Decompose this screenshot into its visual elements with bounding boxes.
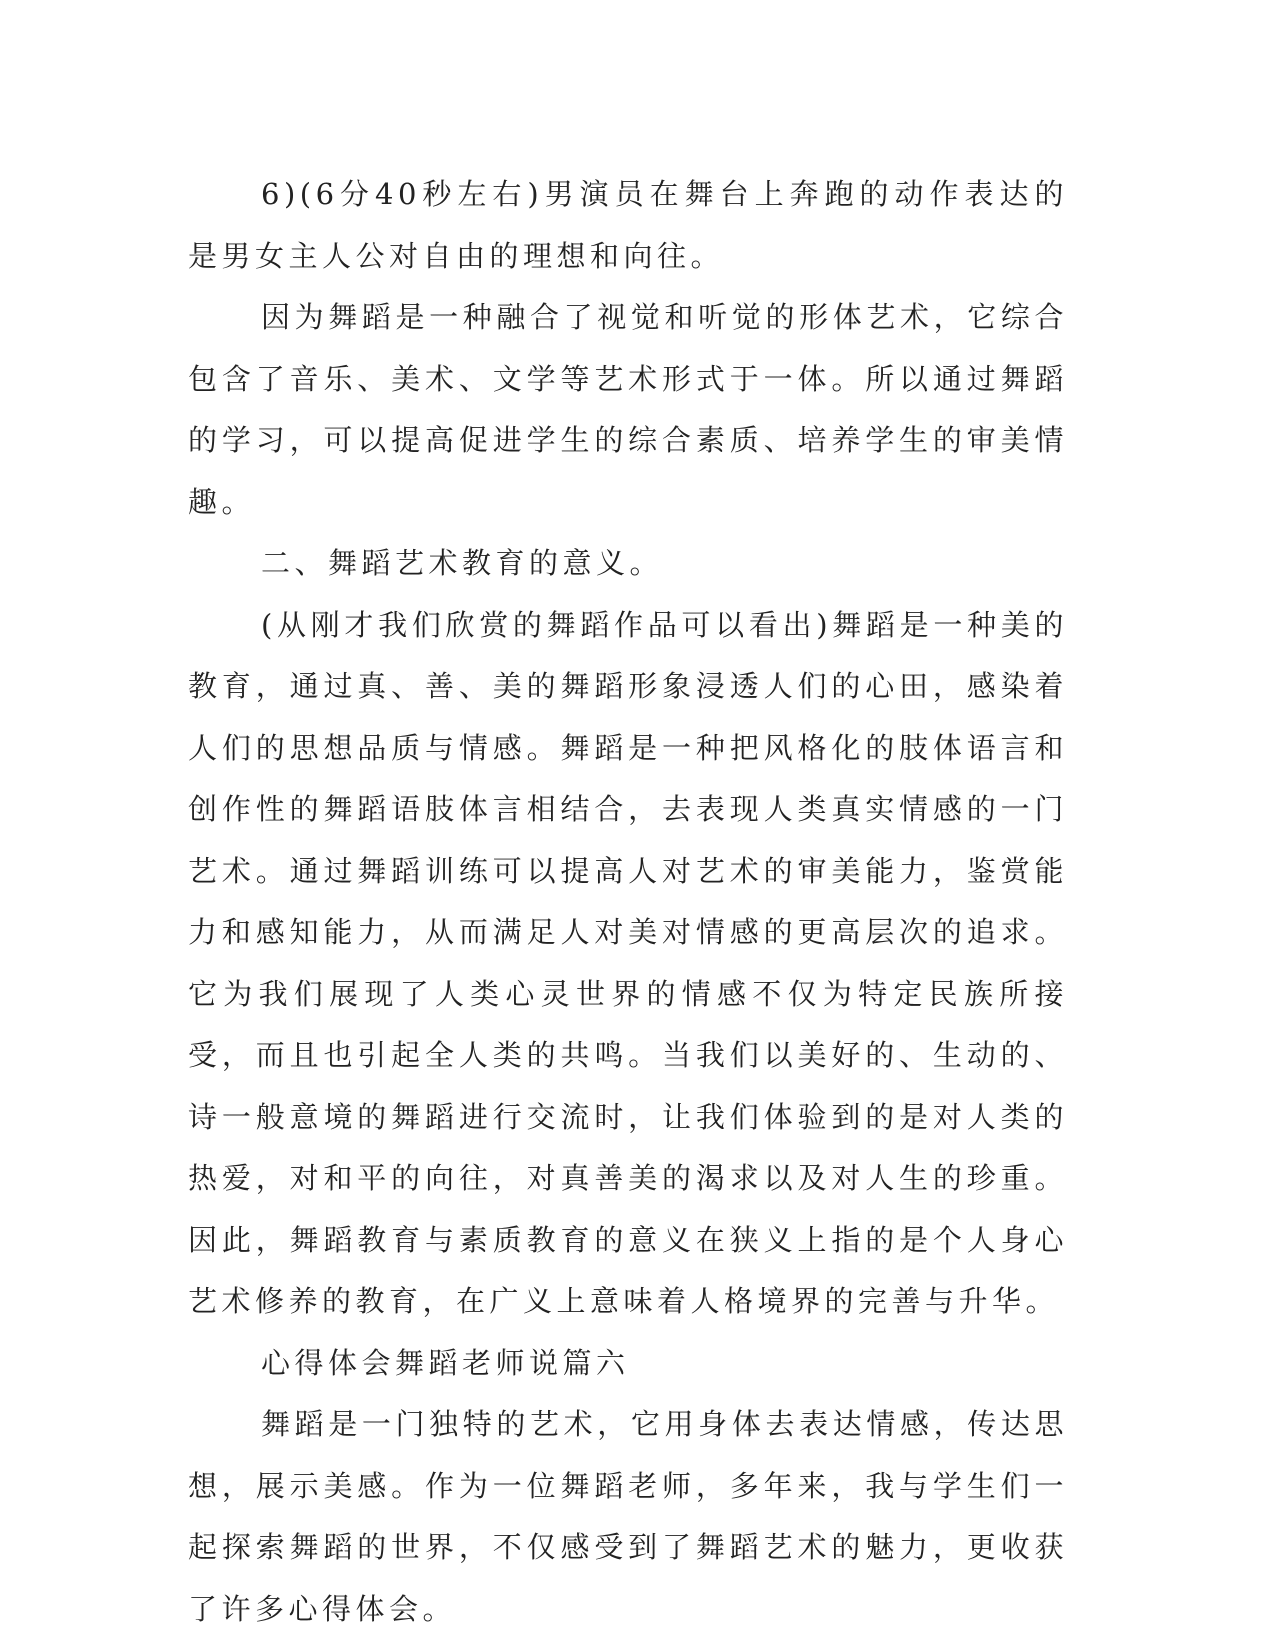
paragraph-time-note: 6)(6分40秒左右)男演员在舞台上奔跑的动作表达的是男女主人公对自由的理想和向往。 [188, 177, 1068, 273]
paragraph-dance-art-fusion: 因为舞蹈是一种融合了视觉和听觉的形体艺术，它综合包含了音乐、美术、文学等艺术形式于一体。所以通过舞蹈的学习，可以提高促进学生的综合素质、培养学生的审美情趣。 [188, 300, 1068, 519]
paragraph-dance-education: (从刚才我们欣赏的舞蹈作品可以看出)舞蹈是一种美的教育，通过真、善、美的舞蹈形象浸透人们的心田，感染着人们的思想品质与情感。舞蹈是一种把风格化的肢体语言和创作性的舞蹈语肢体言相结合，去表现人类真实情感的一门艺术。通过舞蹈训练可以提高人对艺术的审美能力，鉴赏能力和感知能力，从而满足人对美对情感的更高层次的追求。它为我们展现了人类心灵世界的情感不仅为特定民族所接受，而且也引起全人类的共鸣。当我们以美好的、生动的、诗一般意境的舞蹈进行交流时，让我们体验到的是对人类的热爱，对和平的向往，对真善美的渴求以及对人生的珍重。因此，舞蹈教育与素质教育的意义在狭义上指的是个人身心艺术修养的教育，在广义上意味着人格境界的完善与升华。 [188, 607, 1068, 1318]
document-body [188, 164, 1068, 1640]
section-heading-part-six: 心得体会舞蹈老师说篇六 [261, 1345, 630, 1380]
section-heading-significance: 二、舞蹈艺术教育的意义。 [261, 546, 664, 580]
paragraph-teacher-reflection: 舞蹈是一门独特的艺术，它用身体去表达情感，传达思想，展示美感。作为一位舞蹈老师，多年来，我与学生们一起探索舞蹈的世界，不仅感受到了舞蹈艺术的魅力，更收获了许多心得体会。 [188, 1407, 1068, 1626]
